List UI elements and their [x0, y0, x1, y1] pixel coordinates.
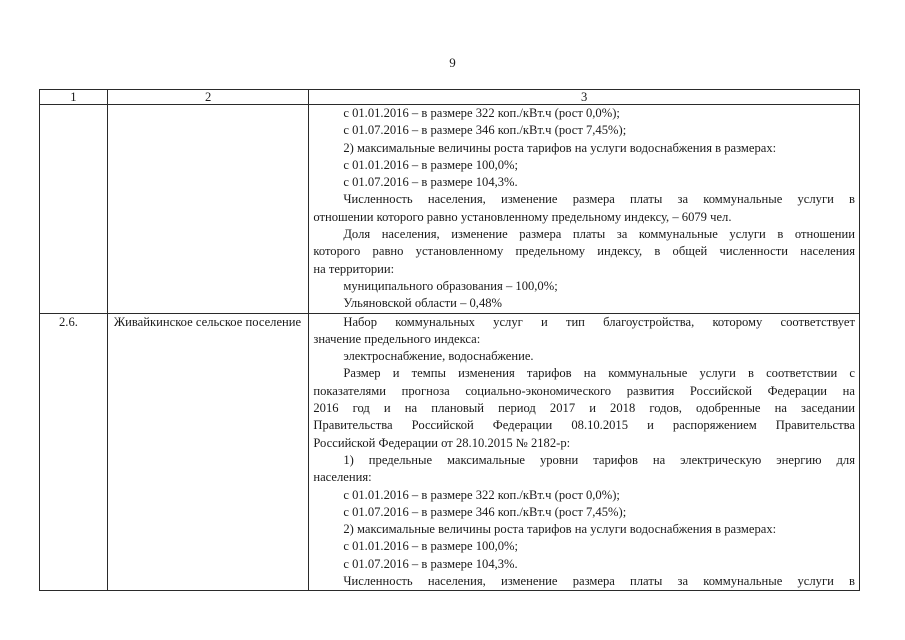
text-line: с 01.01.2016 – в размере 100,0%; — [343, 157, 519, 172]
text-line: с 01.07.2016 – в размере 346 коп./кВт.ч (рост 7,45%); — [343, 123, 627, 138]
text-line: Размер и темпы изменения тарифов на коммунальные услуги в соответствии с — [343, 366, 855, 381]
text-line: с 01.07.2016 – в размере 104,3%. — [343, 556, 518, 571]
document-table — [39, 89, 860, 591]
text-line: с 01.07.2016 – в размере 346 коп./кВт.ч (рост 7,45%); — [343, 504, 627, 519]
text-line: Ульяновской области – 0,48% — [343, 296, 503, 311]
column-header-1: 1 — [40, 90, 108, 105]
municipality-name-cell: Живайкинское сельское поселение — [107, 313, 308, 591]
text-line: 2016 год и на плановый период 2017 и 2018 годов, одобренные на заседании — [313, 401, 855, 416]
text-line: населения: — [313, 470, 372, 485]
text-line: показателями прогноза социально-экономического развития Российской Федерации на — [313, 383, 855, 398]
municipality-name-cell — [107, 105, 308, 314]
text-line: Набор коммунальных услуг и тип благоустройства, которому соответствует — [343, 314, 855, 329]
table-header-row — [40, 90, 860, 105]
row-number-cell: 2.6. — [40, 313, 108, 591]
text-line: Российской Федерации от 28.10.2015 № 2182-р: — [313, 435, 571, 450]
text-line: с 01.01.2016 – в размере 100,0%; — [343, 539, 519, 554]
text-line: которого равно установленному предельному индексу, в общей численности населения — [313, 244, 855, 259]
column-header-3: 3 — [309, 90, 860, 105]
text-line: 1) предельные максимальные уровни тарифов на электрическую энергию для — [343, 452, 855, 467]
column-header-2: 2 — [107, 90, 308, 105]
text-line: 2) максимальные величины роста тарифов на услуги водоснабжения в размерах: — [343, 522, 777, 537]
description-cell — [309, 313, 860, 591]
description-cell — [309, 105, 860, 314]
page-number: 9 — [449, 55, 456, 70]
table-row — [40, 105, 860, 314]
text-line: Численность населения, изменение размера платы за коммунальные услуги в — [343, 574, 855, 589]
table-row — [40, 313, 860, 591]
text-line: Правительства Российской Федерации 08.10.2015 и распоряжением Правительства — [313, 418, 855, 433]
text-line: значение предельного индекса: — [313, 331, 481, 346]
text-line: на территории: — [313, 261, 395, 276]
text-line: Численность населения, изменение размера платы за коммунальные услуги в — [343, 192, 855, 207]
text-line: отношении которого равно установленному предельному индексу, – 6079 чел. — [313, 209, 732, 224]
text-line: с 01.01.2016 – в размере 322 коп./кВт.ч (рост 0,0%); — [343, 106, 620, 120]
row-number-cell — [40, 105, 108, 314]
text-line: Доля населения, изменение размера платы за коммунальные услуги в отношении — [343, 227, 855, 242]
text-line: муниципального образования – 100,0%; — [343, 278, 558, 293]
text-line: 2) максимальные величины роста тарифов на услуги водоснабжения в размерах: — [343, 140, 777, 155]
text-line: с 01.07.2016 – в размере 104,3%. — [343, 175, 518, 190]
text-line: электроснабжение, водоснабжение. — [343, 349, 534, 364]
text-line: с 01.01.2016 – в размере 322 коп./кВт.ч (рост 0,0%); — [343, 487, 620, 502]
